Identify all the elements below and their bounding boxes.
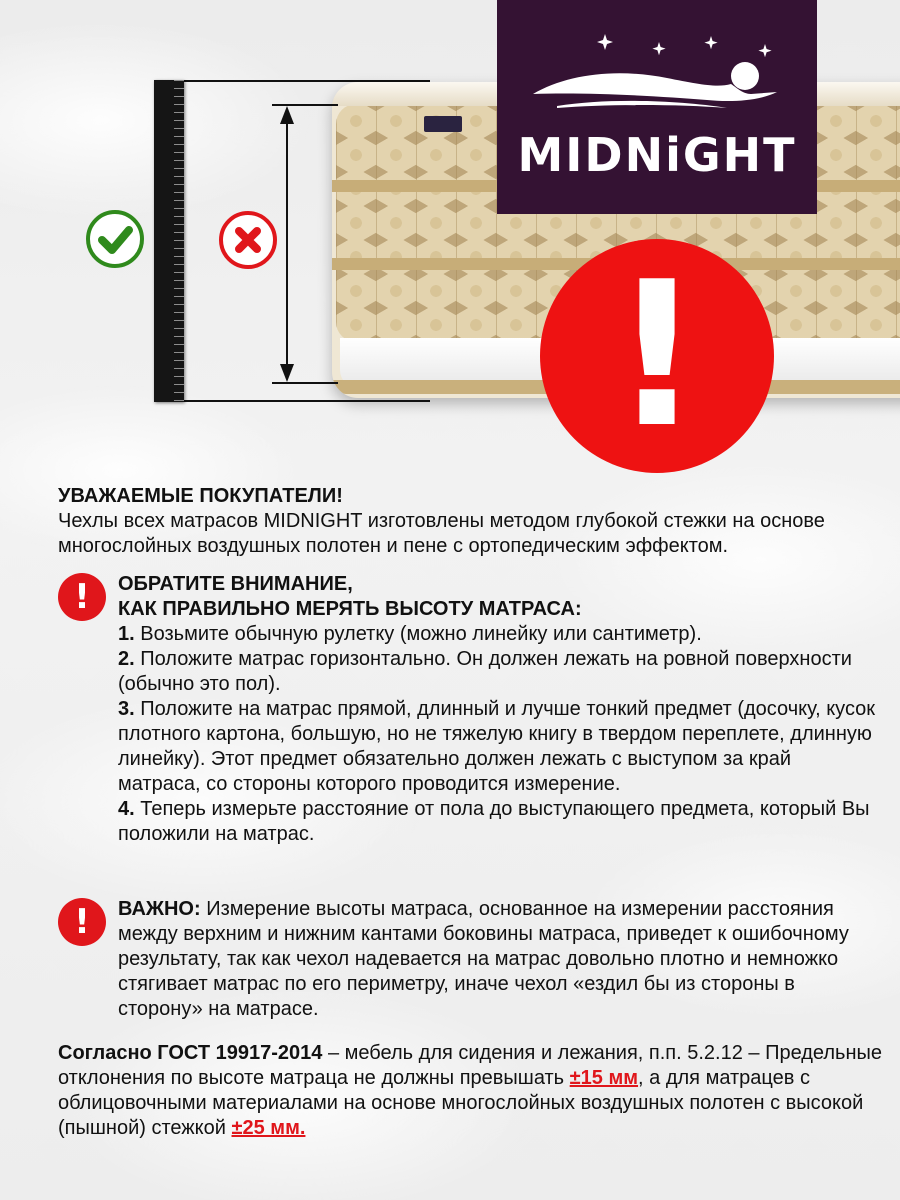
step-number: 2. [118, 648, 135, 670]
x-circle-icon [219, 211, 277, 269]
step-item [118, 797, 878, 847]
step-text: Положите на матрас прямой, длинный и лучше тонкий предмет (досочку, кусок плотного картона, большую, но не тяжелую книгу в твердом переплете, длинную линейку). Этот предмет обязательно должен лежать с выступом за край матраса, со стороны которого проводится измерение. [118, 698, 876, 795]
important-exclamation-icon: ! [58, 898, 106, 946]
gost-text-2: , а для матрацев с облицовочными материалами на основе многослойных воздушных полотен с высокой (пышной) стежкой [58, 1067, 864, 1139]
notice-heading-line2: КАК ПРАВИЛЬНО МЕРЯТЬ ВЫСОТУ МАТРАСА: [118, 598, 582, 620]
step-number: 3. [118, 698, 135, 720]
measurement-instructions [118, 572, 878, 847]
step-item [118, 622, 878, 647]
brand-name: MIDNiGHT [517, 128, 797, 182]
floor-reference-line [154, 400, 430, 402]
brand-logo [497, 0, 817, 214]
step-number: 1. [118, 623, 135, 645]
step-text: Теперь измерьте расстояние от пола до выступающего предмета, который Вы положили на матрас. [118, 798, 870, 845]
gost-standard-note [58, 1041, 888, 1141]
top-reference-line [154, 80, 430, 82]
measurement-illustration [0, 0, 900, 470]
intro-body: Чехлы всех матрасов MIDNIGHT изготовлены методом глубокой стежки на основе многослойных воздушных полотен и пене с ортопедическим эффектом. [58, 510, 825, 557]
ruler [154, 80, 184, 402]
tolerance-25mm: ±25 мм. [231, 1117, 306, 1139]
dimension-arrow-shaft [286, 110, 288, 378]
step-item [118, 647, 878, 697]
important-note [118, 897, 878, 1022]
check-circle-icon [86, 210, 144, 268]
important-text: Измерение высоты матраса, основанное на измерении расстояния между верхним и нижним кантами боковины матраса, приведет к ошибочному результату, так как чехол надевается на матрас довольно плотно и немножко стягивает матрас по его периметру, иначе чехол «ездил бы из стороны в сторону» на матрасе. [118, 898, 849, 1020]
step-number: 4. [118, 798, 135, 820]
bottom-piping-marker-line [272, 382, 338, 384]
intro-heading: УВАЖАЕМЫЕ ПОКУПАТЕЛИ! [58, 485, 343, 507]
step-text: Положите матрас горизонтально. Он должен лежать на ровной поверхности (обычно это пол). [118, 648, 852, 695]
notice-heading-line1: ОБРАТИТЕ ВНИМАНИЕ, [118, 573, 353, 595]
exclamation-circle-icon: ! [540, 239, 774, 473]
gost-reference: Согласно ГОСТ 19917-2014 [58, 1042, 323, 1064]
intro-section [58, 484, 878, 559]
step-text: Возьмите обычную рулетку (можно линейку или сантиметр). [134, 623, 702, 645]
gost-text-1: – мебель для сидения и лежания, п.п. 5.2.12 – Предельные отклонения по высоте матраца не должны превышать [58, 1042, 883, 1089]
step-item [118, 697, 878, 797]
arrow-down-icon [280, 364, 294, 382]
mattress-brand-label [424, 116, 462, 132]
tolerance-15mm: ±15 мм [569, 1067, 639, 1089]
logo-sleeping-figure-icon [527, 28, 787, 118]
warning-exclamation-icon: ! [58, 573, 106, 621]
important-label: ВАЖНО: [118, 898, 201, 920]
arrow-up-icon [280, 106, 294, 124]
